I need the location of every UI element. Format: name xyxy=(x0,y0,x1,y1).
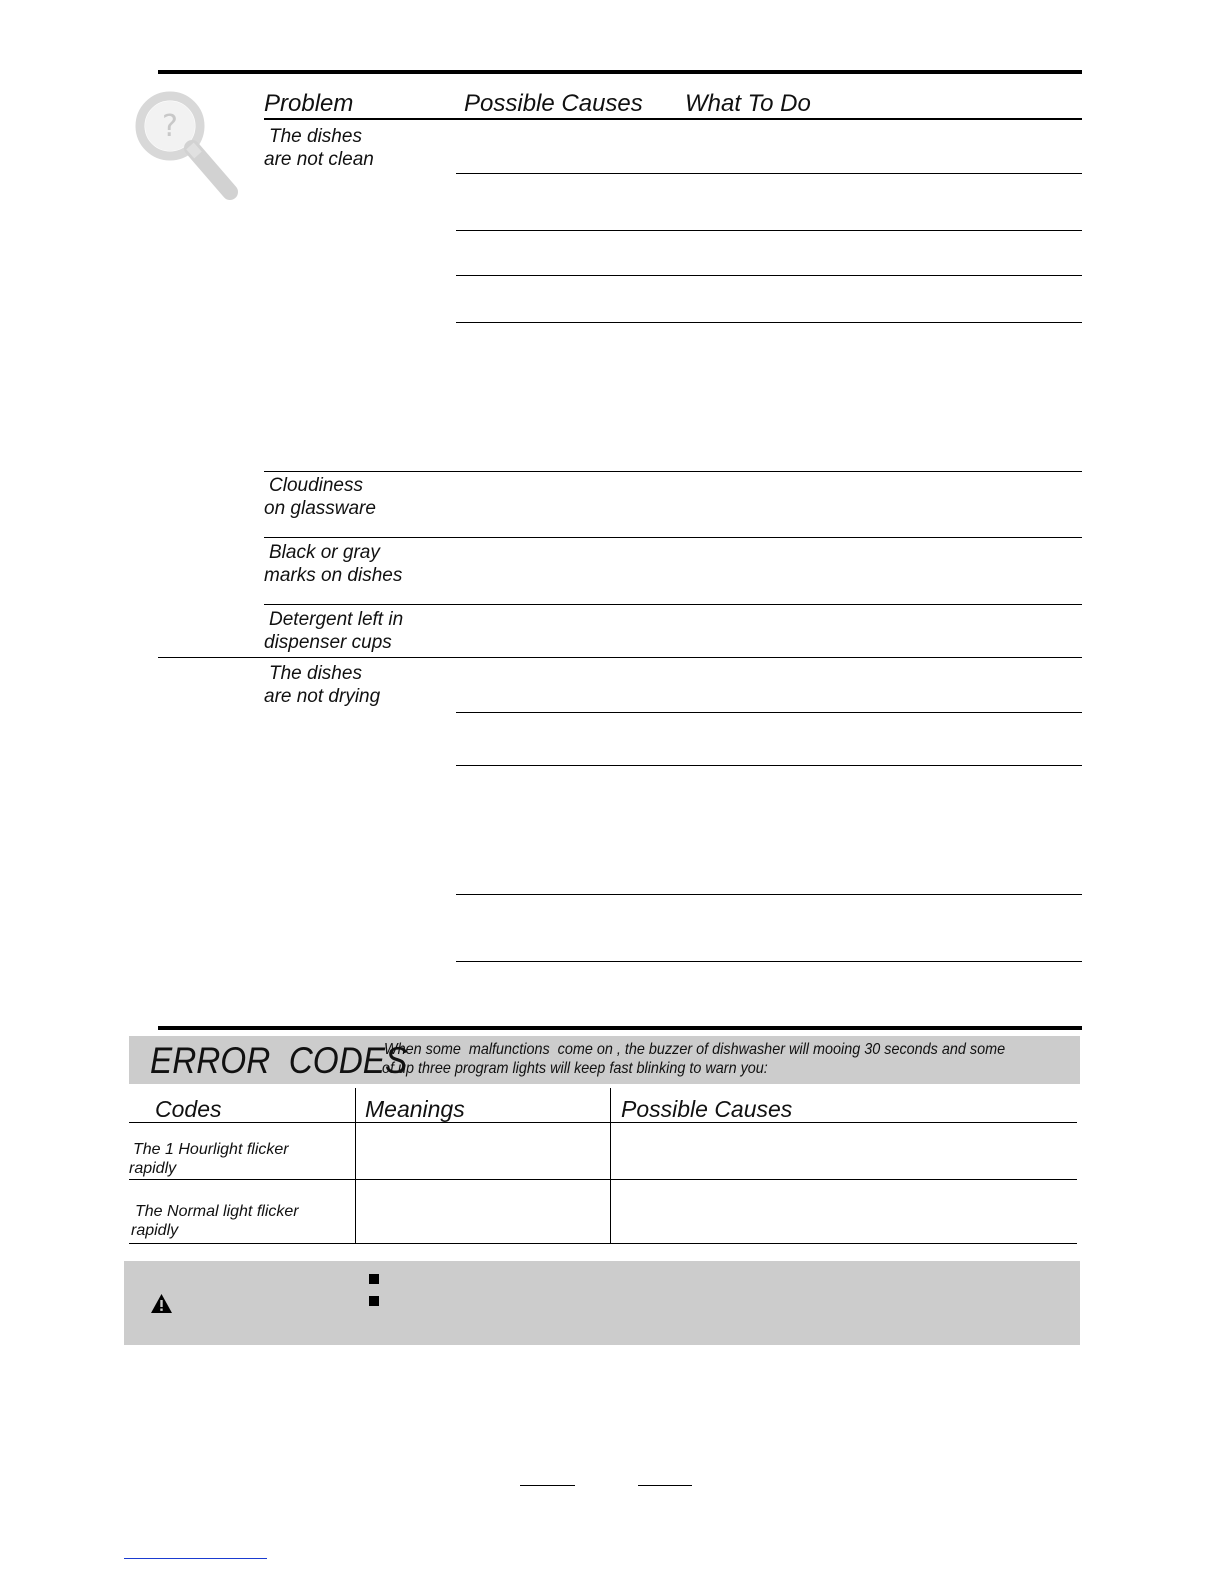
problem-line2: are not clean xyxy=(264,149,374,170)
error-codes-title: ERROR CODES xyxy=(150,1040,408,1081)
code-line1: The 1 Hourlight flicker xyxy=(133,1141,289,1158)
code-line2: rapidly xyxy=(129,1160,177,1177)
table-row-rule xyxy=(129,1179,1077,1180)
cause-divider xyxy=(456,230,1082,231)
problem-line1: The dishes xyxy=(269,126,362,147)
header-codes: Codes xyxy=(155,1096,222,1122)
table-row xyxy=(129,1140,289,1178)
error-codes-divider xyxy=(158,1026,1082,1030)
warning-triangle-icon xyxy=(150,1293,173,1314)
code-line2: rapidly xyxy=(131,1222,179,1239)
problem-line2: dispenser cups xyxy=(264,632,392,653)
header-possible-causes: Possible Causes xyxy=(621,1096,793,1122)
problem-divider xyxy=(264,604,1082,605)
problem-line2: are not drying xyxy=(264,686,381,707)
problem-line1: Black or gray xyxy=(269,542,380,563)
problem-item xyxy=(264,541,402,587)
svg-text:?: ? xyxy=(162,109,178,144)
error-codes-intro-line2: of up three program lights will keep fast blinking to warn you: xyxy=(382,1060,768,1077)
footer-rule-left xyxy=(520,1485,575,1486)
problem-line2: on glassware xyxy=(264,498,376,519)
top-divider xyxy=(158,70,1082,74)
column-divider xyxy=(355,1088,356,1244)
table-row xyxy=(131,1202,299,1240)
cause-divider xyxy=(456,894,1082,895)
table-header-rule xyxy=(129,1122,1077,1123)
problem-line1: Cloudiness xyxy=(269,475,363,496)
magnifier-question-icon xyxy=(132,88,244,204)
header-problem: Problem xyxy=(264,90,354,117)
table-row-rule xyxy=(129,1243,1077,1244)
problem-divider xyxy=(264,537,1082,538)
error-codes-intro-line1: When some malfunctions come on , the buzzer of dishwasher will mooing 30 seconds and some xyxy=(384,1041,1006,1058)
code-line1: The Normal light flicker xyxy=(135,1203,299,1220)
problem-line1: The dishes xyxy=(269,663,362,684)
column-divider xyxy=(610,1088,611,1244)
header-what-to-do: What To Do xyxy=(685,90,811,117)
cause-divider xyxy=(456,322,1082,323)
footer-link-underline xyxy=(124,1558,267,1559)
header-meanings: Meanings xyxy=(365,1096,465,1122)
problem-item xyxy=(264,474,376,520)
cause-divider xyxy=(456,712,1082,713)
cause-divider xyxy=(456,275,1082,276)
cause-divider xyxy=(456,961,1082,962)
problem-divider xyxy=(264,471,1082,472)
problem-divider xyxy=(158,657,1082,658)
cause-divider xyxy=(456,173,1082,174)
problem-line2: marks on dishes xyxy=(264,565,403,586)
cause-divider xyxy=(456,765,1082,766)
problem-item xyxy=(264,662,380,708)
square-bullet-icon xyxy=(369,1296,379,1306)
problem-item xyxy=(264,608,403,654)
footer-rule-right xyxy=(638,1485,692,1486)
square-bullet-icon xyxy=(369,1274,379,1284)
header-rule xyxy=(264,118,1082,120)
problem-line1: Detergent left in xyxy=(269,609,404,630)
header-possible-causes: Possible Causes xyxy=(464,90,643,117)
problem-item xyxy=(264,125,374,171)
warning-box xyxy=(124,1261,1080,1345)
